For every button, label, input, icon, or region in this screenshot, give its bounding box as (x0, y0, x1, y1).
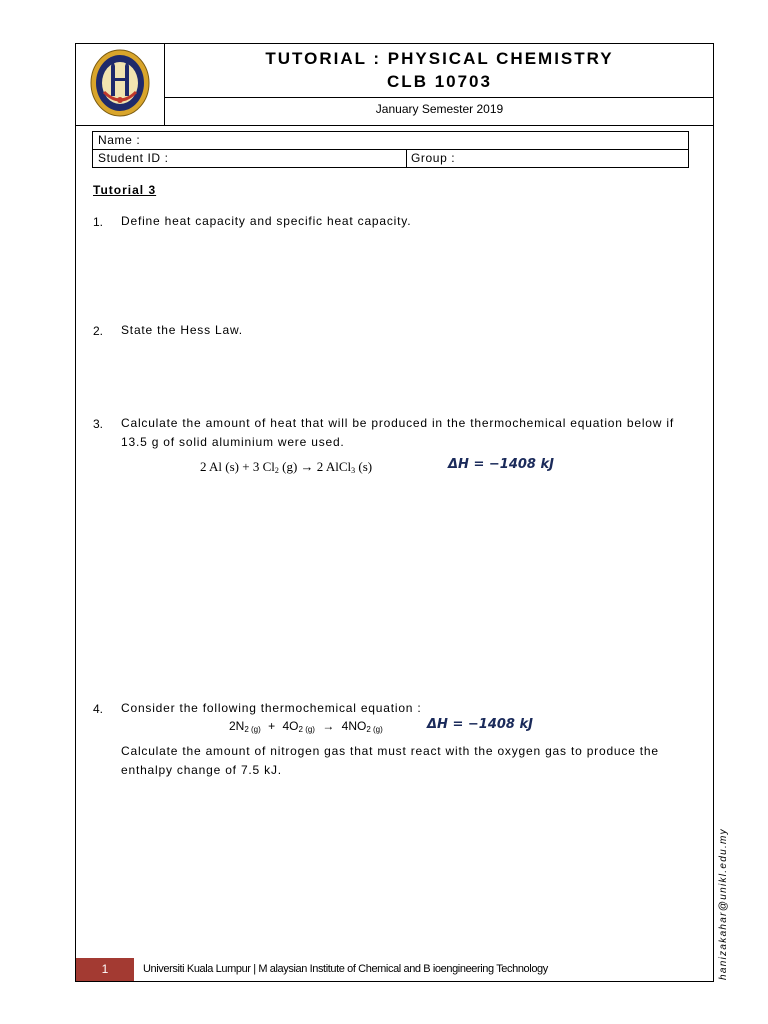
question-4-line-3: enthalpy change of 7.5 kJ. (121, 763, 282, 777)
semester-label: January Semester 2019 (375, 102, 504, 116)
question-3-line-2: 13.5 g of solid aluminium were used. (121, 435, 345, 449)
question-3-line-1: Calculate the amount of heat that will be produced in the thermochemical equation below if (121, 416, 674, 430)
question-1-number: 1. (93, 215, 104, 229)
question-3-equation: 2 Al (s) + 3 $Cl_2$ (g) → 2 AlCl$_3$ (s) (200, 459, 373, 475)
footer-page-number: 1 (101, 962, 109, 976)
title-line-1: TUTORIAL : PHYSICAL CHEMISTRY (265, 49, 614, 68)
info-table-column-divider (406, 149, 407, 168)
title-line-2: CLB 10703 (387, 72, 492, 91)
university-logo-icon (89, 48, 151, 118)
footer-institution-text: Universiti Kuala Lumpur | M alaysian Institute of Chemical and B ioengineering Technology (143, 963, 548, 975)
group-label: Group : (411, 151, 456, 165)
student-info-table (92, 131, 689, 168)
question-3-enthalpy: ΔH = −1408 kJ (448, 457, 554, 472)
question-4-line-2: Calculate the amount of nitrogen gas that must react with the oxygen gas to produce the (121, 744, 659, 758)
header-divider (165, 97, 714, 98)
logo-cell (75, 43, 165, 125)
name-label: Name : (98, 133, 141, 147)
header-bottom-line (75, 125, 714, 126)
question-2-number: 2. (93, 324, 104, 338)
page-frame (75, 43, 714, 982)
question-4-enthalpy: ΔH = −1408 kJ (427, 717, 533, 732)
question-3-number: 3. (93, 417, 104, 431)
info-table-divider (93, 149, 688, 150)
tutorial-heading: Tutorial 3 (93, 183, 157, 197)
question-4-number: 4. (93, 702, 104, 716)
side-email-text: hanizakahar@unikl.edu.my (718, 828, 729, 980)
question-4-equation: $2N_{2 (g)} + 4O_{2 (g)} \to 4NO_{2 (g)}$ (229, 719, 383, 734)
question-1-text: Define heat capacity and specific heat capacity. (121, 214, 412, 228)
question-2-text: State the Hess Law. (121, 323, 243, 337)
student-id-label: Student ID : (98, 151, 169, 165)
question-4-line-1: Consider the following thermochemical equation : (121, 701, 422, 715)
